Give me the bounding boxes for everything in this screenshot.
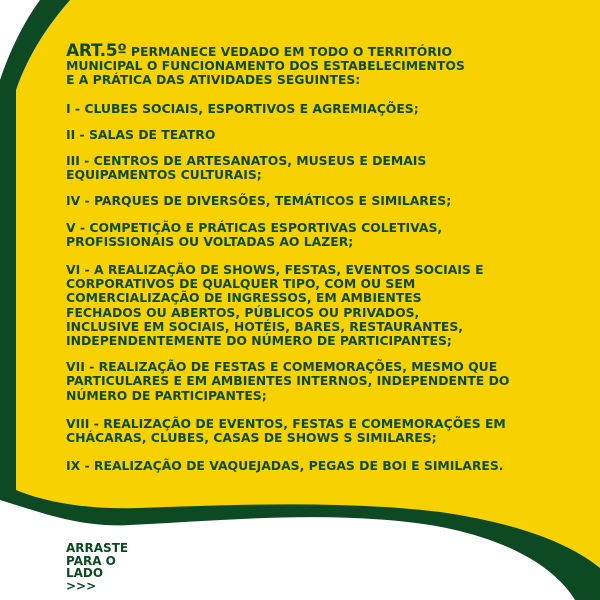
item-line: COMERCIALIZAÇÃO DE INGRESSOS, EM AMBIENTES	[66, 290, 422, 306]
item-viii	[66, 417, 566, 445]
heading-text-3: E A PRÁTICA DAS ATIVIDADES SEGUINTES:	[66, 72, 361, 88]
heading-text-1: PERMANECE VEDADO EM TODO O TERRITÓRIO	[130, 44, 453, 59]
item-line: NÚMERO DE PARTICIPANTES;	[66, 387, 267, 403]
swipe-arrows-icon: >>>	[66, 578, 97, 593]
item-vi	[66, 263, 566, 348]
item-ii	[66, 128, 566, 142]
item-line: I - CLUBES SOCIAIS, ESPORTIVOS E AGREMIAÇÕES;	[66, 100, 419, 116]
heading-line-1	[66, 41, 566, 61]
item-iii	[66, 154, 566, 182]
heading-text-2: MUNICIPAL O FUNCIONAMENTO DOS ESTABELECIMENTOS	[66, 58, 465, 74]
decree-text	[66, 41, 566, 474]
item-line: III - CENTROS DE ARTESANATOS, MUSEUS E DEMAIS	[66, 153, 427, 169]
swipe-prompt-line: ARRASTE	[66, 541, 129, 555]
article-label: ART.5º	[66, 41, 127, 61]
swipe-prompt-line: LADO	[66, 566, 104, 580]
item-line: PARTICULARES E EM AMBIENTES INTERNOS, INDEPENDENTE DO	[66, 373, 510, 389]
item-ix	[66, 459, 566, 473]
item-v	[66, 221, 566, 249]
swipe-prompt[interactable]	[66, 542, 128, 592]
item-line: VII - REALIZAÇÃO DE FESTAS E COMEMORAÇÕES, MESMO QUE	[66, 359, 498, 375]
item-vii	[66, 360, 566, 403]
item-iv	[66, 194, 566, 208]
item-line: IX - REALIZAÇÃO DE VAQUEJADAS, PEGAS DE BOI E SIMILARES.	[66, 458, 504, 474]
swipe-prompt-line: PARA O	[66, 553, 116, 568]
item-line: VI - A REALIZAÇÃO DE SHOWS, FESTAS, EVENTOS SOCIAIS E	[66, 262, 484, 278]
item-line: II - SALAS DE TEATRO	[66, 126, 216, 142]
item-line: EQUIPAMENTOS CULTURAIS;	[66, 167, 262, 183]
article-heading	[66, 41, 566, 88]
item-line: INCLUSIVE EM SOCIAIS, HOTÉIS, BARES, RESTAURANTES,	[66, 318, 463, 334]
item-line: CORPORATIVOS DE QUALQUER TIPO, COM OU SEM	[66, 276, 416, 292]
item-line: PROFISSIONAIS OU VOLTADAS AO LAZER;	[66, 233, 354, 249]
item-line: CHÁCARAS, CLUBES, CASAS DE SHOWS S SIMILARES;	[66, 430, 437, 446]
item-line: VIII - REALIZAÇÃO DE EVENTOS, FESTAS E COMEMORAÇÕES EM	[66, 415, 506, 431]
item-line: INDEPENDENTEMENTE DO NÚMERO DE PARTICIPANTES;	[66, 333, 452, 349]
item-line: IV - PARQUES DE DIVERSÕES, TEMÁTICOS E SIMILARES;	[66, 193, 452, 209]
item-line: FECHADOS OU ABERTOS, PÚBLICOS OU PRIVADOS,	[66, 304, 420, 320]
item-i	[66, 102, 566, 116]
item-line: V - COMPETIÇÃO E PRÁTICAS ESPORTIVAS COLETIVAS,	[66, 219, 443, 235]
